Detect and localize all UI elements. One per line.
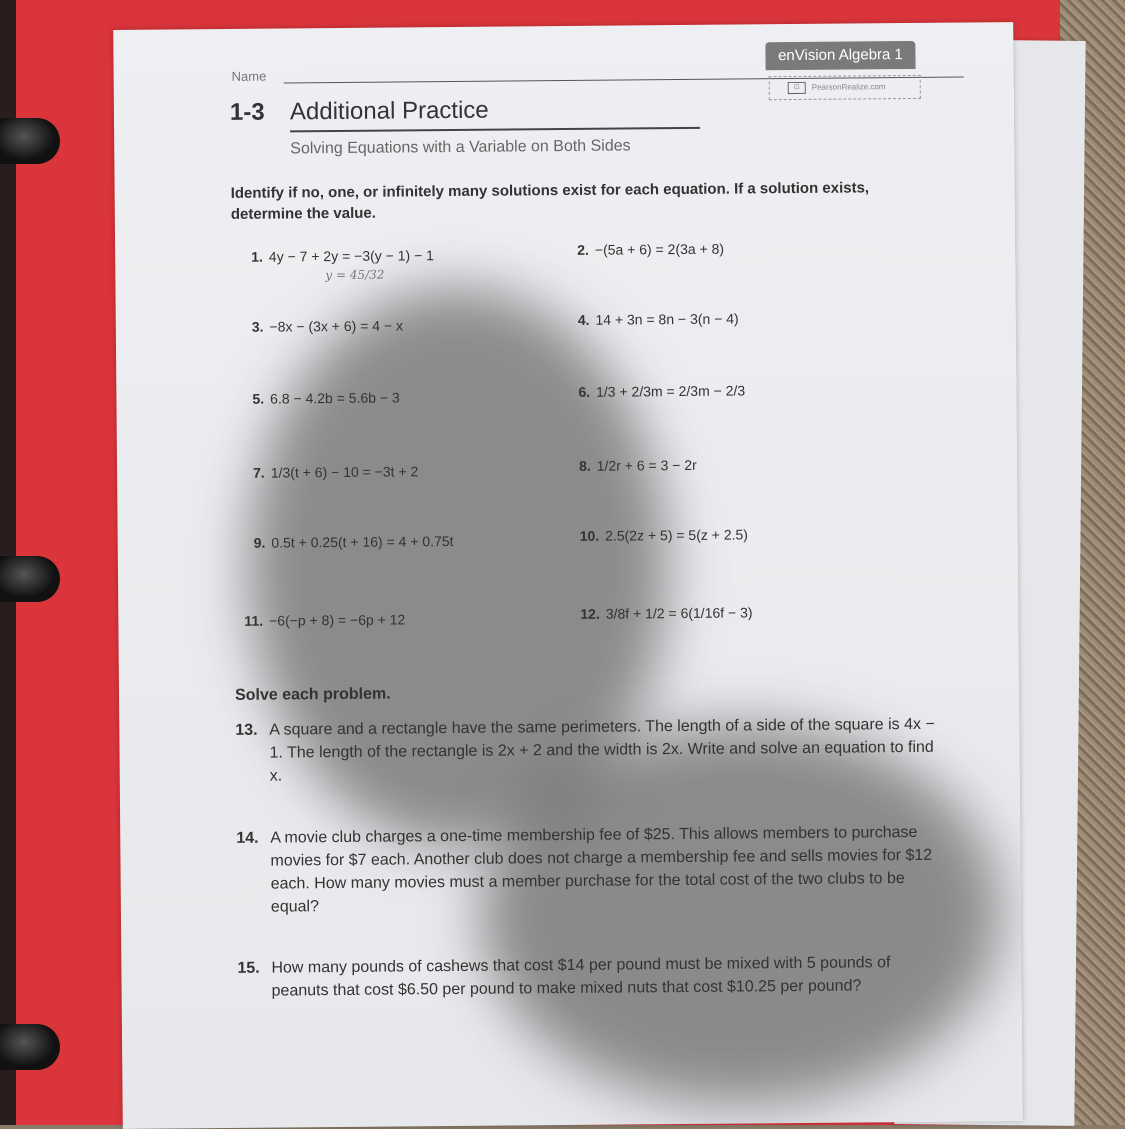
word-problem-13: 13. A square and a rectangle have the same perimeters. The length of a side of the square is 4x − 1. The length of the rectangle is 2x + 2 and the width is 2x. Write and solve an equation to find x. <box>235 715 935 785</box>
section-heading: Solve each problem. <box>234 685 391 704</box>
problem-11: 11. −6(−p + 8) = −6p + 12 <box>244 611 406 629</box>
lesson-subtitle: Solving Equations with a Variable on Both Sides <box>290 137 631 158</box>
website-label: PearsonRealize.com <box>811 82 886 92</box>
website-box <box>769 75 921 100</box>
binder-ring <box>0 118 60 164</box>
directions: Identify if no, one, or infinitely many solutions exist for each equation. If a solution exists, determine the value. <box>230 179 870 223</box>
binder-ring <box>0 1024 60 1070</box>
textbook-badge: enVision Algebra 1 <box>765 41 915 70</box>
word-problem-14: 14. A movie club charges a one-time membership fee of $25. This allows members to purchase movies for $7 each. Another club does not charge a membership fee and sells movies for $12 each. How many movies must a member purchase for the total cost of the two clubs to be equal? <box>236 823 933 916</box>
problem-4: 4. 14 + 3n = 8n − 3(n − 4) <box>577 310 739 328</box>
name-label: Name <box>231 68 267 84</box>
problem-5: 5. 6.8 − 4.2b = 5.6b − 3 <box>252 389 400 407</box>
problem-2: 2. −(5a + 6) = 2(3a + 8) <box>577 240 725 258</box>
problem-12: 12. 3/8f + 1/2 = 6(1/16f − 3) <box>580 604 753 622</box>
problem-1: 1. 4y − 7 + 2y = −3(y − 1) − 1 <box>251 247 434 265</box>
problem-7: 7. 1/3(t + 6) − 10 = −3t + 2 <box>253 463 419 481</box>
problem-3: 3. −8x − (3x + 6) = 4 − x <box>251 317 404 335</box>
web-icon: ⊡ <box>788 82 806 94</box>
problem-6: 6. 1/3 + 2/3m = 2/3m − 2/3 <box>578 382 746 400</box>
problem-10: 10. 2.5(2z + 5) = 5(z + 2.5) <box>579 526 748 544</box>
handwritten-answer: y = 45/32 <box>325 267 385 283</box>
lesson-number: 1-3 <box>229 98 265 126</box>
worksheet-page <box>113 22 1023 1129</box>
problem-9: 9. 0.5t + 0.25(t + 16) = 4 + 0.75t <box>253 532 454 551</box>
word-problem-15: 15. How many pounds of cashews that cost $14 per pound must be mixed with 5 pounds of peanuts that cost $6.50 per pound to make mixed nuts that cost $10.25 per pound? <box>237 954 891 1000</box>
lesson-title: Additional Practice <box>290 95 700 133</box>
problem-8: 8. 1/2r + 6 = 3 − 2r <box>578 456 697 474</box>
binder-ring <box>0 556 60 602</box>
